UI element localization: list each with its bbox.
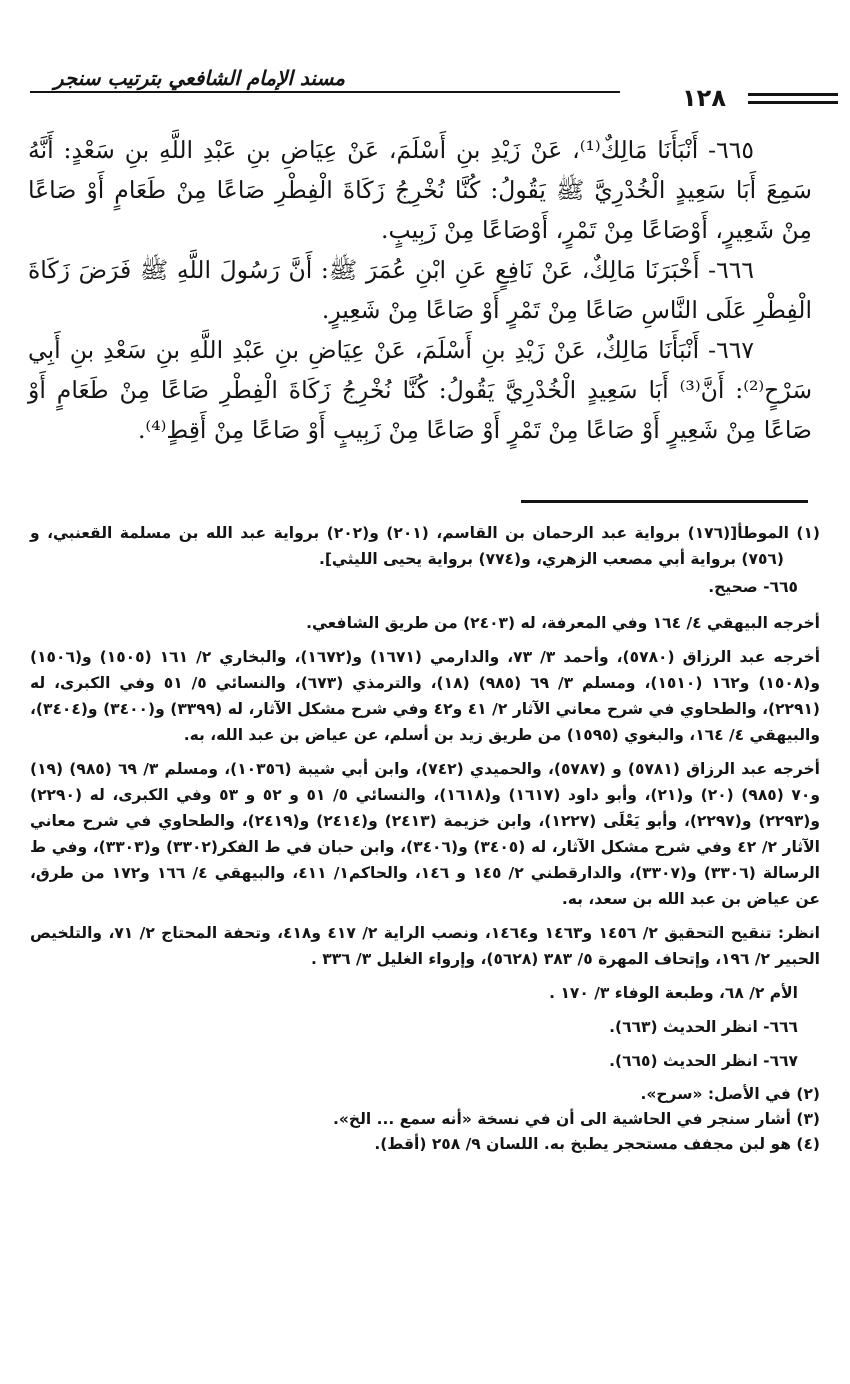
- footnote-4: (٤) هو لبن مجفف مستحجر يطبخ به. اللسان ٩/ ٢٥٨ (أقط).: [374, 1135, 820, 1153]
- takhrij-667-see: ٦٦٧- انظر الحديث (٦٦٥).: [609, 1052, 798, 1070]
- takhrij-paragraph: أخرجه عبد الرزاق (٥٧٨١) و (٥٧٨٧)، والحميدي (٧٤٢)، وابن أبي شيبة (١٠٣٥٦)، ومسلم ٣/ ٦٩ (٩٨٥) (١٩) و٧٠ (٩٨٥) (٢٠) و(٢١)، وأبو داود (١٦١٧) و(١٦١٨)، والنسائي ٥/ ٥١ و ٥٢ و ٥٣ وفي الكبرى، له (٢٢٩٠) و(٢٢٩٣) و(٢٢٩٧)، وأبو يَعْلَى (١٢٢٧)، وابن خزيمة (٢٤١٣) و(٢٤١٤) و(٢٤١٩)، والطحاوي في شرح معاني الآثار ٢/ ٤٢ وفي شرح مشكل الآثار، له (٣٤٠٥) و(٣٤٠٦)، وابن حبان في ط الفكر(٣٣٠٢) و(٣٣٠٣)، وفي ط الرسالة (٣٣٠٦) و(٣٣٠٧)، والدارقطني ٢/ ١٤٥ و ١٤٦، والحاكم١/ ٤١١، والبيهقي ٤/ ١٦٦ و١٧٢ من طرق، عن عياض بن عبد الله بن سعد، به.: [30, 760, 820, 908]
- takhrij-paragraph: أخرجه عبد الرزاق (٥٧٨٠)، وأحمد ٣/ ٧٣، والدارمي (١٦٧١) و(١٦٧٢)، والبخاري ٢/ ١٦١ (١٥٠٥) و(١٥٠٦) و(١٥٠٨) و١٦٢ (١٥١٠)، ومسلم ٣/ ٦٩ (٩٨٥) (١٨)، والترمذي (٦٧٣)، والنسائي ٥/ ٥١ وفي الكبرى، له (٢٢٩١)، والطحاوي في شرح معاني الآثار ٢/ ٤١ و٤٢ وفي شرح مشكل الآثار، له (٣٣٩٩) و(٣٤٠٠) و(٣٤٠٤)، والبيهقي ٤/ ١٦٤، والبغوي (١٥٩٥) من طريق زيد بن أسلم، عن عياض بن عبد الله، به.: [30, 648, 821, 744]
- header-rule: [30, 91, 620, 93]
- page-number: ١٢٨: [682, 84, 726, 112]
- footnote-2: (٢) في الأصل: «سرح».: [640, 1085, 820, 1103]
- hadith-666: ٦٦٦- أَخْبَرَنَا مَالِكٌ، عَنْ نَافِعٍ عَنِ ابْنِ عُمَرَ ﷺ: أَنَّ رَسُولَ اللَّهِ ﷺ فَرَضَ زَكَاةَ الْفِطْرِ عَلَى النَّاسِ صَاعًا مِنْ تَمْرٍ أَوْ صَاعًا مِنْ شَعِيرٍ.: [28, 256, 812, 324]
- hadith-body: [28, 130, 812, 450]
- takhrij-paragraph: أخرجه البيهقي ٤/ ١٦٤ وفي المعرفة، له (٢٤٠٣) من طريق الشافعي.: [306, 614, 820, 632]
- hadith-665: ٦٦٥- أَنْبَأَنَا مَالِكٌ⁽¹⁾، عَنْ زَيْدِ بنِ أَسْلَمَ، عَنْ عِيَاضِ بنِ عَبْدِ اللَّهِ بنِ سَعْدٍ: أَنَّهُ سَمِعَ أَبَا سَعِيدٍ الْخُدْرِيَّ ﷺ يَقُولُ: كُنَّا نُخْرِجُ زَكَاةَ الْفِطْرِ صَاعًا مِنْ طَعَامٍ أَوْ صَاعًا مِنْ شَعِيرٍ، أَوْصَاعًا مِنْ تَمْرٍ، أَوْصَاعًا مِنْ زَبِيبٍ.: [28, 136, 812, 244]
- header-rule-double-top: [748, 93, 838, 96]
- running-header-title: مسند الإمام الشافعي بترتيب سنجر: [53, 66, 345, 90]
- footnotes-section: [30, 520, 820, 1157]
- header-rule-double-bottom: [748, 101, 838, 104]
- footnote-3: (٣) أشار سنجر في الحاشية الى أن في نسخة «أنه سمع ... الخ».: [333, 1110, 820, 1128]
- takhrij-666-see: ٦٦٦- انظر الحديث (٦٦٣).: [609, 1018, 798, 1036]
- takhrij-665-status: ٦٦٥- صحيح.: [708, 578, 798, 596]
- hadith-667: ٦٦٧- أَنْبَأَنَا مَالِكٌ، عَنْ زَيْدِ بنِ أَسْلَمَ، عَنْ عِيَاضِ بنِ عَبْدِ اللَّهِ بنِ سَعْدِ بنِ أَبِي سَرْحٍ⁽²⁾: أَنَّ⁽³⁾ أَبَا سَعِيدٍ الْخُدْرِيَّ يَقُولُ: كُنَّا نُخْرِجُ زَكَاةَ الْفِطْرِ صَاعًا مِنْ طَعَامٍ أَوْ صَاعًا مِنْ شَعِيرٍ أَوْ صَاعًا مِنْ تَمْرٍ أَوْ صَاعًا مِنْ زَبِيبٍ أَوْ صَاعًا مِنْ أَقِطٍ⁽⁴⁾.: [28, 336, 813, 444]
- takhrij-paragraph: انظر: تنقيح التحقيق ٢/ ١٤٥٦ و١٤٦٣ و١٤٦٤، ونصب الراية ٢/ ٤١٧ و٤١٨، وتحفة المحتاج ٢/ ٧١، والتلخيص الحبير ٢/ ١٩٦، وإتحاف المهرة ٥/ ٣٨٣ (٥٦٢٨)، وإرواء الغليل ٣/ ٣٣٦ .: [30, 924, 820, 968]
- footnote-separator: [521, 500, 808, 503]
- takhrij-paragraph: الأم ٢/ ٦٨، وطبعة الوفاء ٣/ ١٧٠ .: [549, 984, 798, 1002]
- footnote-1: (١) الموطأ[(١٧٦) برواية عبد الرحمان بن القاسم، (٢٠١) و(٢٠٢) برواية عبد الله بن مسلمة القعنبي، و (٧٥٦) برواية أبي مصعب الزهري، و(٧٧٤) برواية يحيى الليثي].: [30, 524, 821, 568]
